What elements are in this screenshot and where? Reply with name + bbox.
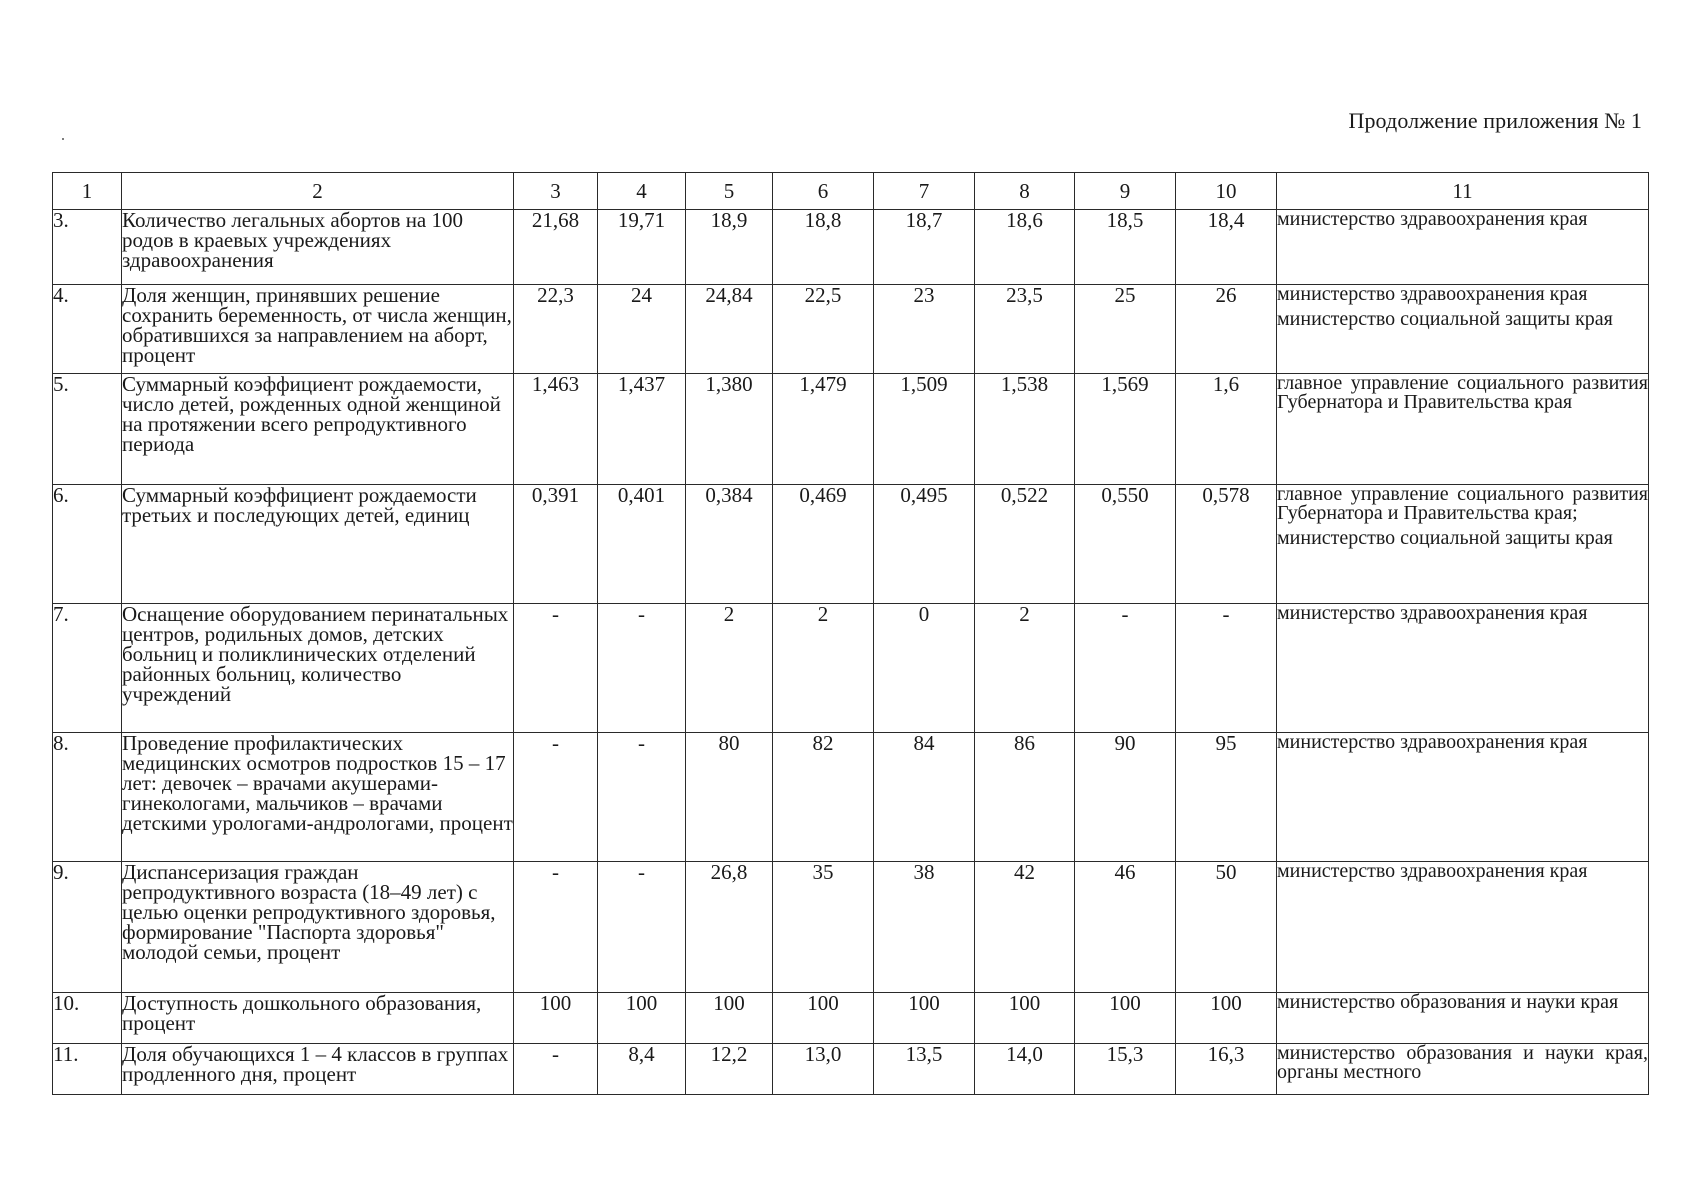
indicator-value: 1,6 — [1176, 374, 1277, 485]
table-row — [53, 485, 1649, 604]
indicator-value: 26 — [1176, 285, 1277, 374]
indicator-value: 1,538 — [975, 374, 1075, 485]
indicator-value: 100 — [874, 993, 975, 1044]
indicator-value: - — [514, 862, 598, 993]
indicator-value: 15,3 — [1075, 1044, 1176, 1095]
indicator-value: 26,8 — [686, 862, 773, 993]
indicator-value: 0,522 — [975, 485, 1075, 604]
indicator-name: Оснащение оборудованием перинатальных центров, родильных домов, детских больниц и поликлинических отделений районных больниц, количество учреждений — [122, 604, 514, 733]
indicator-value: 0,495 — [874, 485, 975, 604]
indicator-value: 0,469 — [773, 485, 874, 604]
indicator-value: 21,68 — [514, 210, 598, 285]
indicator-value: - — [514, 604, 598, 733]
responsible-executor — [1277, 485, 1649, 604]
indicator-value: 84 — [874, 733, 975, 862]
indicator-value: - — [514, 733, 598, 862]
responsible-executor — [1277, 993, 1649, 1044]
indicator-value: 100 — [598, 993, 686, 1044]
indicator-value: 0 — [874, 604, 975, 733]
responsible-executor — [1277, 374, 1649, 485]
responsible-executor — [1277, 604, 1649, 733]
indicator-value: 23,5 — [975, 285, 1075, 374]
responsible-executor — [1277, 285, 1649, 374]
indicator-value: 80 — [686, 733, 773, 862]
indicator-value: 16,3 — [1176, 1044, 1277, 1095]
row-number: 9. — [53, 862, 122, 993]
table-row — [53, 733, 1649, 862]
indicator-value: 0,401 — [598, 485, 686, 604]
indicator-value: 23 — [874, 285, 975, 374]
indicator-value: 1,479 — [773, 374, 874, 485]
indicator-value: 0,578 — [1176, 485, 1277, 604]
responsible-executor — [1277, 733, 1649, 862]
indicator-value: 2 — [773, 604, 874, 733]
indicator-value: 2 — [975, 604, 1075, 733]
indicator-name: Доступность дошкольного образования, процент — [122, 993, 514, 1044]
indicator-value: 2 — [686, 604, 773, 733]
column-header: 9 — [1075, 173, 1176, 210]
indicator-value: 13,5 — [874, 1044, 975, 1095]
indicator-value: 1,437 — [598, 374, 686, 485]
row-number: 3. — [53, 210, 122, 285]
table-row — [53, 862, 1649, 993]
indicator-value: 0,550 — [1075, 485, 1176, 604]
column-header: 10 — [1176, 173, 1277, 210]
indicator-value: 1,569 — [1075, 374, 1176, 485]
responsible-entry: министерство социальной защиты края — [1277, 527, 1613, 549]
column-header: 5 — [686, 173, 773, 210]
indicator-value: 82 — [773, 733, 874, 862]
indicator-value: 24 — [598, 285, 686, 374]
indicator-value: - — [1075, 604, 1176, 733]
indicator-value: 18,5 — [1075, 210, 1176, 285]
column-header: 7 — [874, 173, 975, 210]
indicator-value: 12,2 — [686, 1044, 773, 1095]
indicator-value: 22,3 — [514, 285, 598, 374]
indicator-value: 25 — [1075, 285, 1176, 374]
scan-speck — [62, 138, 64, 140]
page-header: Продолжение приложения № 1 — [1348, 108, 1642, 133]
table-row — [53, 210, 1649, 285]
indicator-value: 0,384 — [686, 485, 773, 604]
responsible-entry: главное управление социального развития Губернатора и Правительства края; — [1277, 483, 1648, 524]
indicator-value: 100 — [1176, 993, 1277, 1044]
indicator-value: 1,509 — [874, 374, 975, 485]
indicator-value: 18,6 — [975, 210, 1075, 285]
indicator-name: Доля обучающихся 1 – 4 классов в группах продленного дня, процент — [122, 1044, 514, 1095]
indicator-value: 18,4 — [1176, 210, 1277, 285]
table-row — [53, 285, 1649, 374]
indicator-value: 42 — [975, 862, 1075, 993]
indicator-name: Диспансеризация граждан репродуктивного возраста (18–49 лет) с целью оценки репродуктивного здоровья, формирование "Паспорта здоровья" молодой семьи, процент — [122, 862, 514, 993]
row-number: 8. — [53, 733, 122, 862]
indicator-value: - — [1176, 604, 1277, 733]
indicator-value: 90 — [1075, 733, 1176, 862]
indicator-value: 1,463 — [514, 374, 598, 485]
responsible-entry: главное управление социального развития Губернатора и Правительства края — [1277, 372, 1648, 413]
responsible-executor — [1277, 1044, 1649, 1095]
indicator-value: 24,84 — [686, 285, 773, 374]
column-header: 6 — [773, 173, 874, 210]
indicator-value: 86 — [975, 733, 1075, 862]
indicator-value: 95 — [1176, 733, 1277, 862]
row-number: 5. — [53, 374, 122, 485]
responsible-executor — [1277, 862, 1649, 993]
indicators-table — [52, 172, 1649, 1095]
indicator-value: 50 — [1176, 862, 1277, 993]
responsible-entry: министерство социальной защиты края — [1277, 308, 1613, 330]
responsible-entry: министерство здравоохранения края — [1277, 283, 1588, 305]
indicator-value: 1,380 — [686, 374, 773, 485]
indicator-value: 8,4 — [598, 1044, 686, 1095]
indicator-value: 18,8 — [773, 210, 874, 285]
indicator-value: 100 — [773, 993, 874, 1044]
row-number: 4. — [53, 285, 122, 374]
indicator-name: Количество легальных абортов на 100 родов в краевых учреждениях здравоохранения — [122, 210, 514, 285]
indicator-value: 0,391 — [514, 485, 598, 604]
indicator-name: Доля женщин, принявших решение сохранить беременность, от числа женщин, обратившихся за направлением на аборт, процент — [122, 285, 514, 374]
indicator-name: Проведение профилактических медицинских осмотров подростков 15 – 17 лет: девочек – врачами акушерами-гинекологами, мальчиков – врачами детскими урологами-андрологами, процент — [122, 733, 514, 862]
indicator-value: 13,0 — [773, 1044, 874, 1095]
indicator-name: Суммарный коэффициент рождаемости третьих и последующих детей, единиц — [122, 485, 514, 604]
responsible-entry: министерство образования и науки края, органы местного — [1277, 1042, 1648, 1083]
indicator-value: 18,7 — [874, 210, 975, 285]
row-number: 11. — [53, 1044, 122, 1095]
indicator-value: - — [598, 604, 686, 733]
responsible-entry: министерство здравоохранения края — [1277, 731, 1588, 753]
indicator-value: 100 — [1075, 993, 1176, 1044]
indicator-value: 22,5 — [773, 285, 874, 374]
indicator-value: 14,0 — [975, 1044, 1075, 1095]
indicator-value: 46 — [1075, 862, 1176, 993]
responsible-entry: министерство образования и науки края — [1277, 991, 1619, 1013]
indicator-value: 100 — [514, 993, 598, 1044]
indicator-value: - — [514, 1044, 598, 1095]
responsible-executor — [1277, 210, 1649, 285]
header-row — [53, 173, 1649, 210]
indicator-value: - — [598, 862, 686, 993]
row-number: 10. — [53, 993, 122, 1044]
indicator-value: 100 — [686, 993, 773, 1044]
responsible-entry: министерство здравоохранения края — [1277, 208, 1588, 230]
indicator-value: 18,9 — [686, 210, 773, 285]
responsible-entry: министерство здравоохранения края — [1277, 602, 1588, 624]
row-number: 6. — [53, 485, 122, 604]
column-header: 4 — [598, 173, 686, 210]
column-header: 1 — [53, 173, 122, 210]
table-row — [53, 604, 1649, 733]
responsible-entry: министерство здравоохранения края — [1277, 860, 1588, 882]
table-row — [53, 374, 1649, 485]
column-header: 3 — [514, 173, 598, 210]
column-header: 2 — [122, 173, 514, 210]
indicator-value: - — [598, 733, 686, 862]
table-row — [53, 993, 1649, 1044]
table-row — [53, 1044, 1649, 1095]
indicator-value: 38 — [874, 862, 975, 993]
indicator-value: 19,71 — [598, 210, 686, 285]
column-header: 11 — [1277, 173, 1649, 210]
column-header: 8 — [975, 173, 1075, 210]
indicator-value: 100 — [975, 993, 1075, 1044]
row-number: 7. — [53, 604, 122, 733]
indicator-value: 35 — [773, 862, 874, 993]
indicator-name: Суммарный коэффициент рождаемости, число детей, рожденных одной женщиной на протяжении всего репродуктивного периода — [122, 374, 514, 485]
